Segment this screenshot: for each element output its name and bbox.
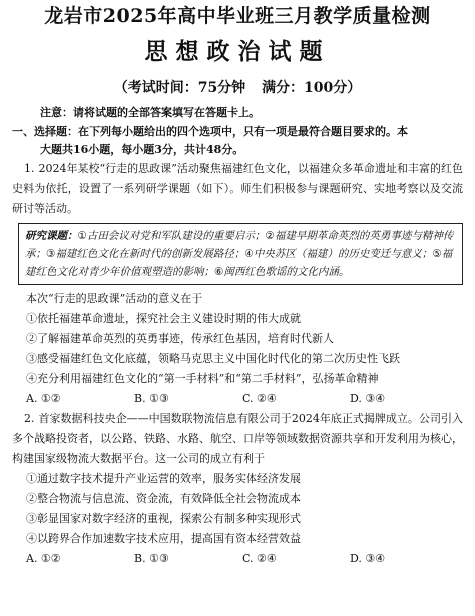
box-text: ①古田会议对党和军队建设的重要启示；②福建早期革命英烈的英勇事迹与精神传承；③福建红色文化在新时代的创新发展路径；④中央苏区（福建）的历史变迁与意义；⑤福建红色文化对青少年价值观塑造的影响；⑥闽西红色歌谣的文化内涵。	[25, 230, 454, 278]
question-1-prompt: 本次“行走的思政课”活动的意义在于	[26, 292, 203, 305]
exam-title: 龙岩市2025年高中毕业班三月教学质量检测	[44, 5, 431, 27]
q1-option-d: D. ③④	[350, 392, 386, 405]
section-heading	[12, 123, 463, 159]
box-label: 研究课题：	[25, 230, 78, 242]
research-topics-box	[18, 223, 463, 285]
notice: 注意：请将试题的全部答案填写在答题卡上。	[40, 106, 260, 119]
q1-option-b: B. ①③	[134, 392, 169, 405]
q2-item-3: ③彰显国家对数字经济的重视，探索公有制多种实现形式	[26, 512, 301, 525]
question-2-stem	[12, 409, 463, 469]
q1-option-a: A. ①②	[26, 392, 61, 405]
q1-item-2: ②了解福建革命英烈的英勇事迹，传承红色基因，培育时代新人	[26, 332, 334, 345]
q2-item-4: ④以跨界合作加速数字技术应用，提高国有资本经营效益	[26, 532, 301, 545]
q2-item-2: ②整合物流与信息流、资金流，有效降低全社会物流成本	[26, 492, 301, 505]
question-2-number: 2.	[24, 412, 35, 425]
question-1-text: 2024年某校“行走的思政课”活动聚焦福建红色文化，以福建众多革命遗址和丰富的红色史料为依托，设置了一系列研学课题（如下）。师生们积极参与课题研究、实地考察以及交流研讨等活动。	[12, 162, 463, 215]
section-line-2: 大题共16小题，每小题3分，共计48分。	[40, 143, 244, 156]
q2-option-c: C. ②④	[242, 552, 277, 565]
q1-option-c: C. ②④	[242, 392, 277, 405]
section-line-1: 一、选择题：在下列每小题给出的四个选项中，只有一项是最符合题目要求的。本	[12, 125, 408, 138]
question-1-number: 1.	[24, 162, 35, 175]
exam-score: 满分：100分）	[262, 80, 362, 96]
q1-item-1: ①依托福建革命遗址，探究社会主义建设时期的伟大成就	[26, 312, 301, 325]
q1-item-4: ④充分利用福建红色文化的“第一手材料”和“第二手材料”，弘扬革命精神	[26, 372, 379, 385]
question-2-options	[12, 549, 463, 569]
exam-info	[12, 77, 463, 99]
q2-option-b: B. ①③	[134, 552, 169, 565]
question-1-stem	[12, 159, 463, 219]
question-1-options	[12, 389, 463, 409]
q1-item-3: ③感受福建红色文化底蕴，领略马克思主义中国化时代化的第二次历史性飞跃	[26, 352, 400, 365]
q2-option-d: D. ③④	[350, 552, 386, 565]
q2-item-1: ①通过数字技术提升产业运营的效率，服务实体经济发展	[26, 472, 301, 485]
question-2-text: 首家数据科技央企——中国数联物流信息有限公司于2024年底正式揭牌成立。公司引入多个战略投资者，以公路、铁路、水路、航空、口岸等领域数据资源共享和开发利用为核心，构建国家级物流大数据平台。这一公司的成立有利于	[12, 412, 463, 465]
subject-title: 思想政治试题	[144, 38, 331, 65]
exam-time: （考试时间：75分钟	[113, 80, 246, 96]
q2-option-a: A. ①②	[26, 552, 61, 565]
